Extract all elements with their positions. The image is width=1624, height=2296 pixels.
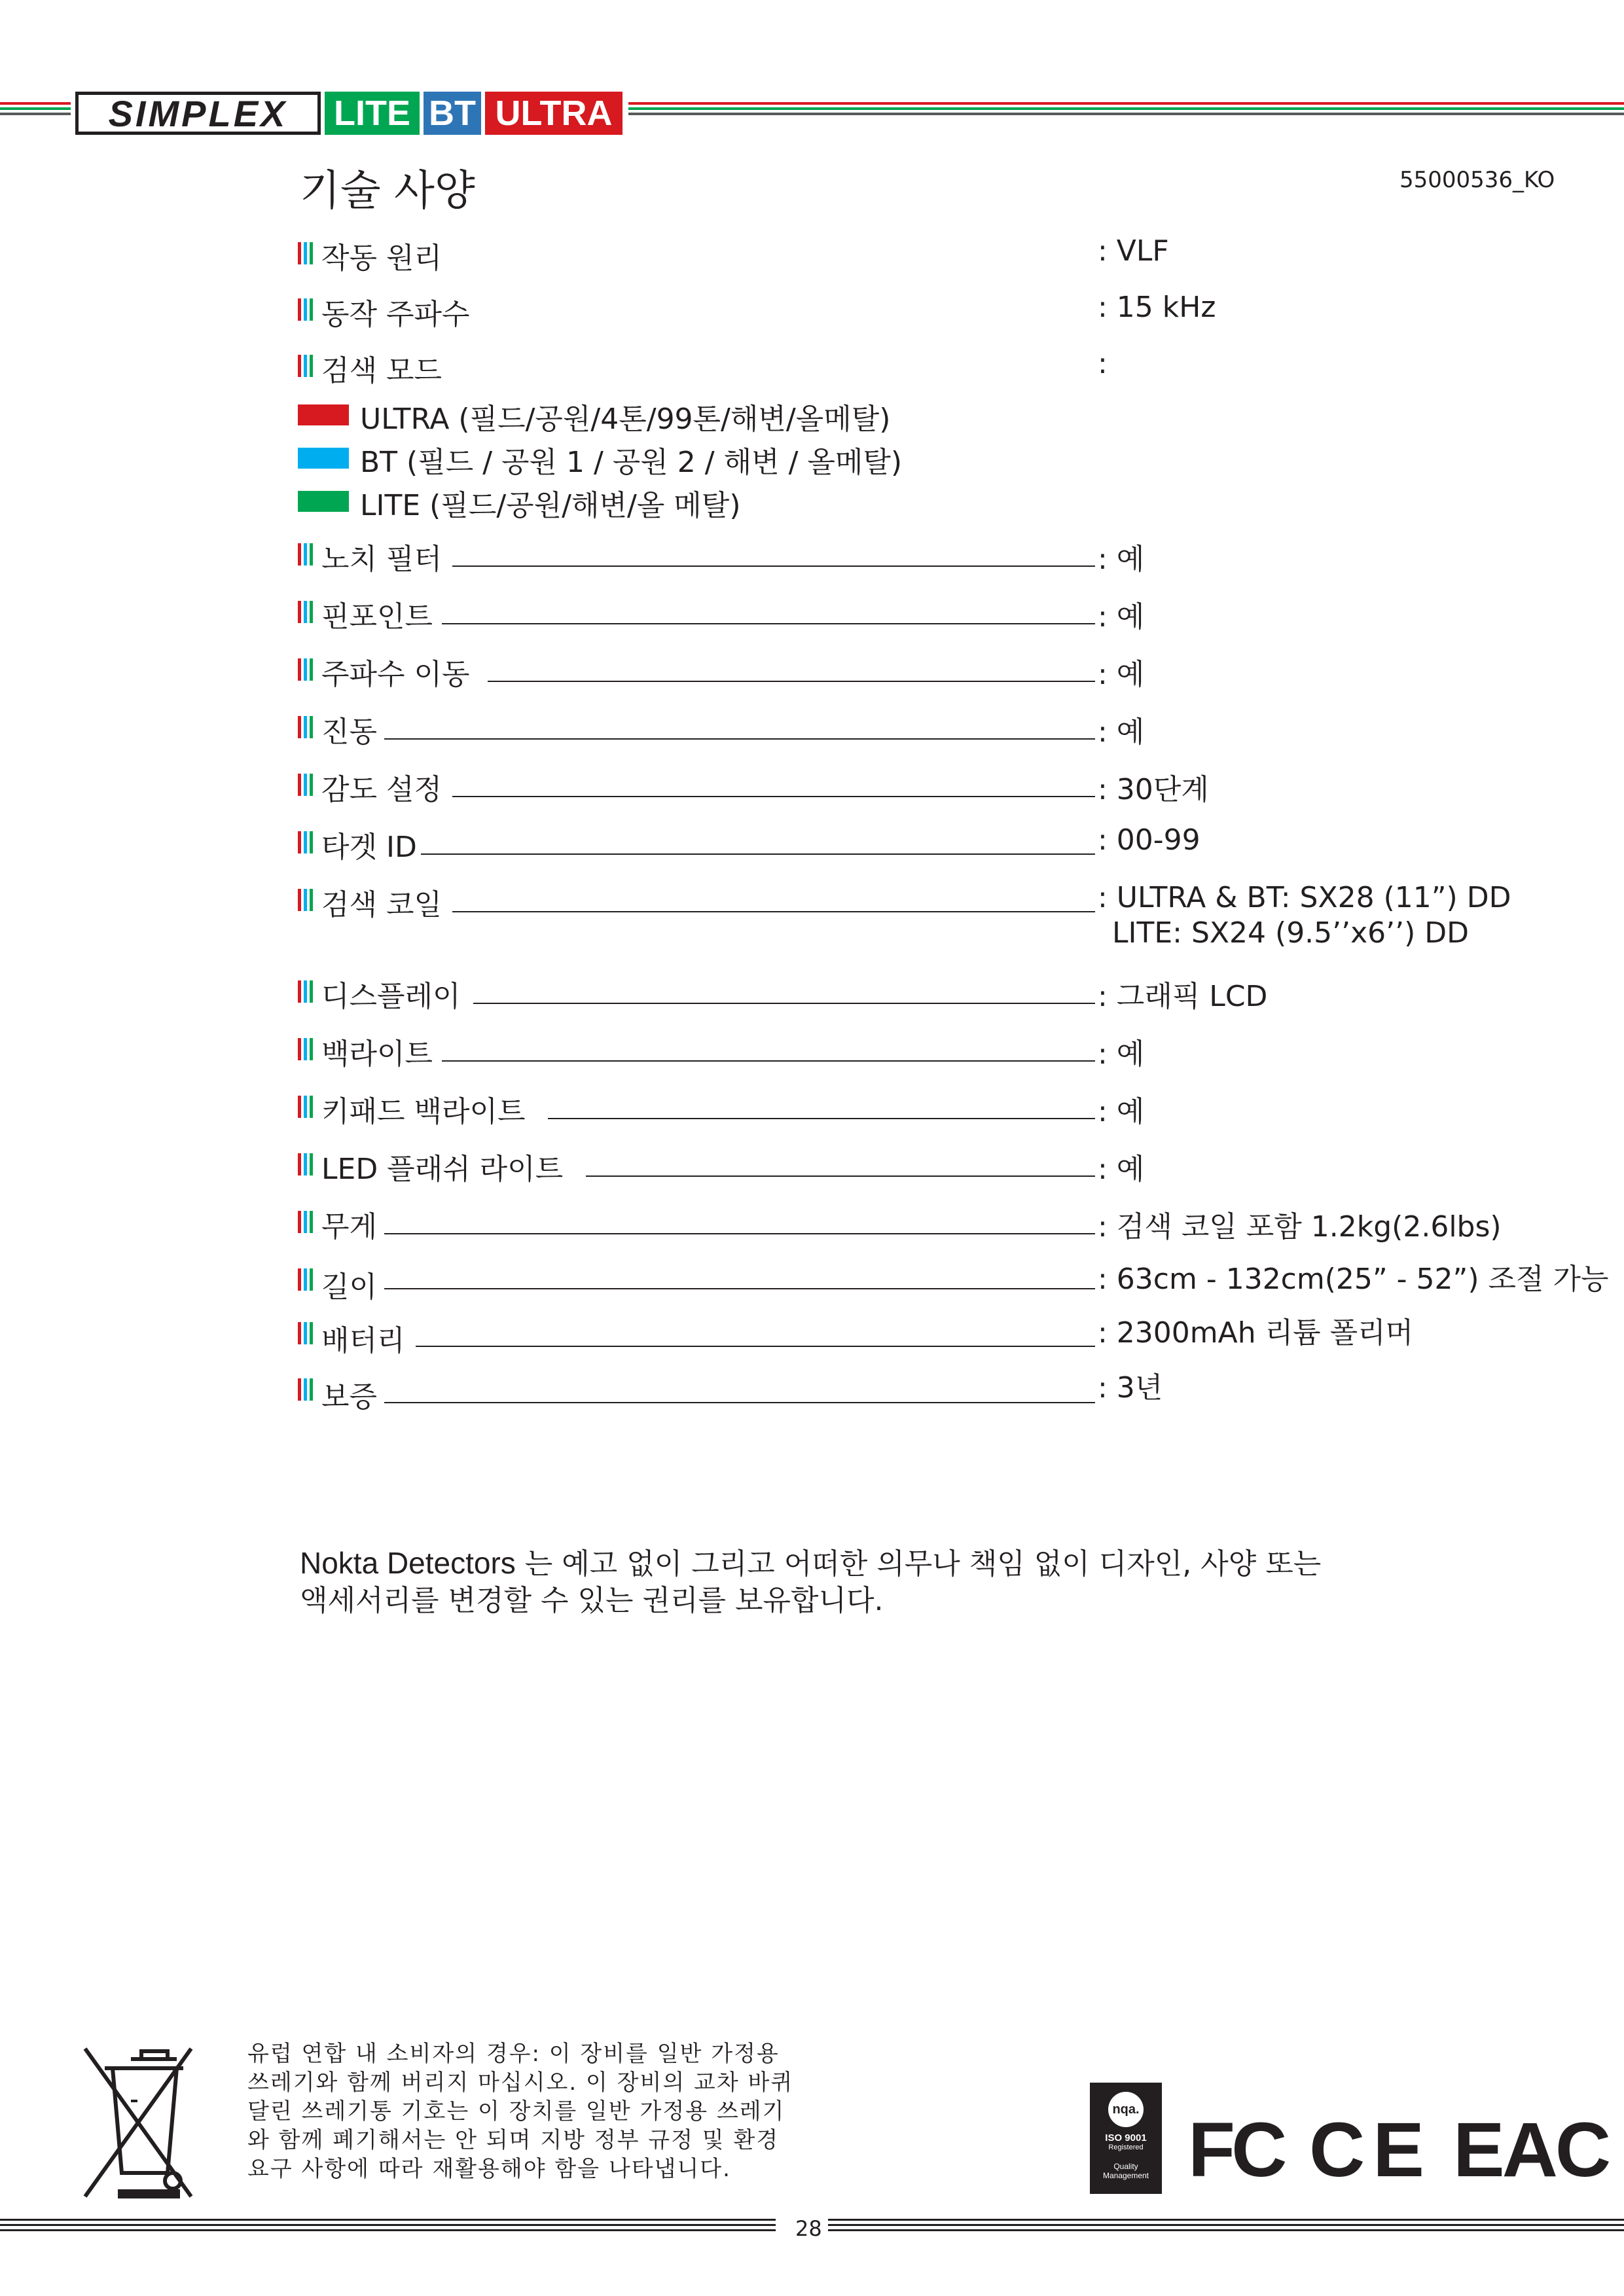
disclaimer bbox=[300, 1545, 1347, 1619]
spec-value: : 63cm - 132cm(25” - 52”) 조절 가능 bbox=[1098, 1263, 1609, 1296]
spec-row-backlight bbox=[298, 1030, 1476, 1071]
leader-line bbox=[416, 1346, 1095, 1347]
page-title: 기술 사양 bbox=[300, 167, 475, 215]
page-number: 28 bbox=[795, 2216, 822, 2241]
fcc-logo: FC bbox=[1188, 2107, 1284, 2193]
bullet-icon bbox=[298, 1153, 313, 1175]
spec-value: : 예 bbox=[1098, 543, 1145, 576]
spec-row-search-modes bbox=[298, 347, 1476, 387]
spec-label: 키패드 백라이트 bbox=[321, 1095, 526, 1128]
spec-label: 백라이트 bbox=[321, 1037, 433, 1071]
bullet-icon bbox=[298, 242, 313, 264]
spec-value: : 30단계 bbox=[1098, 773, 1209, 806]
spec-row-sensitivity bbox=[298, 766, 1476, 806]
spec-value: : 예 bbox=[1098, 715, 1145, 749]
spec-label: 길이 bbox=[321, 1270, 378, 1304]
spec-row-battery bbox=[298, 1309, 1476, 1357]
spec-label: 노치 필터 bbox=[321, 543, 442, 576]
spec-value: : 예 bbox=[1098, 1153, 1145, 1186]
spec-value: : 예 bbox=[1098, 1037, 1145, 1071]
mode-text: BT (필드 / 공원 1 / 공원 2 / 해변 / 올메탈) bbox=[360, 446, 903, 479]
header-stripes-left bbox=[0, 102, 71, 126]
bullet-icon bbox=[298, 1378, 313, 1401]
bullet-icon bbox=[298, 774, 313, 796]
spec-label: 보증 bbox=[321, 1380, 378, 1414]
logo-bt: BT bbox=[424, 92, 481, 135]
spec-value: : 예 bbox=[1098, 600, 1145, 634]
spec-row-frequency bbox=[298, 291, 1476, 331]
spec-value: : 00-99 bbox=[1098, 823, 1200, 857]
bullet-icon bbox=[298, 1322, 313, 1344]
bullet-icon bbox=[298, 831, 313, 853]
bullet-icon bbox=[298, 1038, 313, 1060]
spec-value: : ULTRA & BT: SX28 (11”) DD bbox=[1098, 881, 1511, 914]
spec-label: 작동 원리 bbox=[321, 242, 442, 275]
spec-row-pinpoint bbox=[298, 593, 1476, 634]
spec-label: 타겟 ID bbox=[321, 831, 417, 864]
crossed-out-bin-icon bbox=[79, 2042, 196, 2206]
bullet-icon bbox=[298, 355, 313, 377]
spec-label: 동작 주파수 bbox=[321, 298, 470, 331]
mode-text: ULTRA (필드/공원/4톤/99톤/해변/올메탈) bbox=[360, 403, 891, 436]
spec-label: 감도 설정 bbox=[321, 773, 442, 806]
leader-line bbox=[442, 623, 1095, 624]
spec-row-target-id bbox=[298, 823, 1476, 864]
spec-label: 디스플레이 bbox=[321, 980, 461, 1013]
spec-row-keypad-backlight bbox=[298, 1088, 1476, 1128]
leader-line bbox=[384, 738, 1095, 740]
leader-line bbox=[421, 853, 1095, 855]
spec-value: : VLF bbox=[1098, 234, 1169, 268]
leader-line bbox=[384, 1233, 1095, 1234]
spec-label: 배터리 bbox=[321, 1324, 405, 1357]
weee-notice: 유럽 연합 내 소비자의 경우: 이 장비를 일반 가정용 쓰레기와 함께 버리지 마십시오. 이 장비의 교차 바퀴 달린 쓰레기통 기호는 이 장치를 일반 가정용 쓰레기와 함께 폐기해서는 안 되며 지방 정부 규정 및 환경 요구 사항에 따라 재활용해야 함을 나타냅니다. bbox=[247, 2041, 794, 2182]
ce-logo: CE bbox=[1309, 2107, 1432, 2193]
spec-label: 검색 코일 bbox=[321, 888, 442, 922]
spec-value: : 검색 코일 포함 1.2kg(2.6lbs) bbox=[1098, 1210, 1502, 1244]
ultra-color-swatch bbox=[298, 404, 349, 425]
spec-label: 무게 bbox=[321, 1210, 378, 1244]
spec-row-weight bbox=[298, 1203, 1502, 1244]
spec-row-length bbox=[298, 1255, 1609, 1304]
logo-lite: LITE bbox=[325, 92, 420, 135]
bullet-icon bbox=[298, 1096, 313, 1118]
header-stripes-right bbox=[628, 102, 1624, 126]
certification-logos bbox=[1090, 2083, 1609, 2200]
document-number: 55000536_KO bbox=[1399, 167, 1555, 193]
bullet-icon bbox=[298, 298, 313, 321]
bullet-icon bbox=[298, 716, 313, 738]
lite-color-swatch bbox=[298, 491, 349, 512]
bullet-icon bbox=[298, 980, 313, 1003]
simplex-logo bbox=[75, 92, 623, 135]
mode-text: LITE (필드/공원/해변/올 메탈) bbox=[360, 489, 741, 522]
bullet-icon bbox=[298, 889, 313, 911]
spec-label: 진동 bbox=[321, 715, 378, 749]
spec-value-lite: LITE: SX24 (9.5’’x6’’) DD bbox=[1112, 916, 1470, 950]
leader-line bbox=[473, 1003, 1095, 1004]
logo-simplex: SIMPLEX bbox=[75, 92, 321, 135]
spec-label: 검색 모드 bbox=[321, 354, 442, 387]
spec-value: : 그래픽 LCD bbox=[1098, 980, 1268, 1013]
leader-line bbox=[384, 1402, 1095, 1403]
footer-lines-right bbox=[828, 2219, 1624, 2238]
spec-row-operating-principle bbox=[298, 234, 1476, 275]
bt-color-swatch bbox=[298, 448, 349, 469]
spec-row-search-coil bbox=[298, 881, 1511, 954]
leader-line bbox=[488, 681, 1095, 682]
leader-line bbox=[452, 565, 1095, 567]
leader-line bbox=[548, 1118, 1095, 1119]
spec-value: : 예 bbox=[1098, 1095, 1145, 1128]
spec-row-led-flashlight bbox=[298, 1145, 1476, 1186]
bullet-icon bbox=[298, 1268, 313, 1291]
spec-value: : 15 kHz bbox=[1098, 291, 1216, 324]
spec-row-warranty bbox=[298, 1364, 1476, 1414]
disclaimer-text: 는 예고 없이 그리고 어떠한 의무나 책임 없이 디자인, 사양 또는 액세서리를 변경할 수 있는 권리를 보유합니다. bbox=[300, 1547, 1322, 1617]
spec-row-vibration bbox=[298, 708, 1476, 749]
page-header bbox=[0, 92, 1624, 135]
disclaimer-brand: Nokta Detectors bbox=[300, 1546, 516, 1580]
leader-line bbox=[586, 1175, 1095, 1177]
spec-label: 주파수 이동 bbox=[321, 658, 470, 691]
spec-value: : 2300mAh 리튬 폴리머 bbox=[1098, 1316, 1414, 1350]
spec-label: LED 플래쉬 라이트 bbox=[321, 1153, 564, 1186]
bullet-icon bbox=[298, 658, 313, 681]
spec-label: 핀포인트 bbox=[321, 600, 433, 634]
spec-row-frequency-shift bbox=[298, 651, 1476, 691]
eac-logo: EAC bbox=[1453, 2107, 1609, 2193]
leader-line bbox=[384, 1288, 1095, 1289]
leader-line bbox=[442, 1060, 1095, 1062]
spec-value: : 3년 bbox=[1098, 1371, 1163, 1405]
nqa-iso: ISO 9001 bbox=[1105, 2132, 1147, 2144]
spec-value: : 예 bbox=[1098, 658, 1145, 691]
spec-row-display bbox=[298, 973, 1476, 1013]
leader-line bbox=[452, 796, 1095, 797]
bullet-icon bbox=[298, 543, 313, 565]
spec-row-notch bbox=[298, 535, 1476, 576]
nqa-quality: Quality Management bbox=[1102, 2162, 1149, 2180]
footer-lines-left bbox=[0, 2219, 776, 2238]
nqa-circle: nqa. bbox=[1108, 2092, 1144, 2127]
logo-ultra: ULTRA bbox=[485, 92, 623, 135]
nqa-registered: Registered bbox=[1108, 2144, 1144, 2151]
spec-value: : bbox=[1098, 347, 1108, 380]
bullet-icon bbox=[298, 601, 313, 623]
bullet-icon bbox=[298, 1211, 313, 1233]
leader-line bbox=[452, 911, 1095, 912]
nqa-iso9001-logo bbox=[1090, 2083, 1162, 2194]
